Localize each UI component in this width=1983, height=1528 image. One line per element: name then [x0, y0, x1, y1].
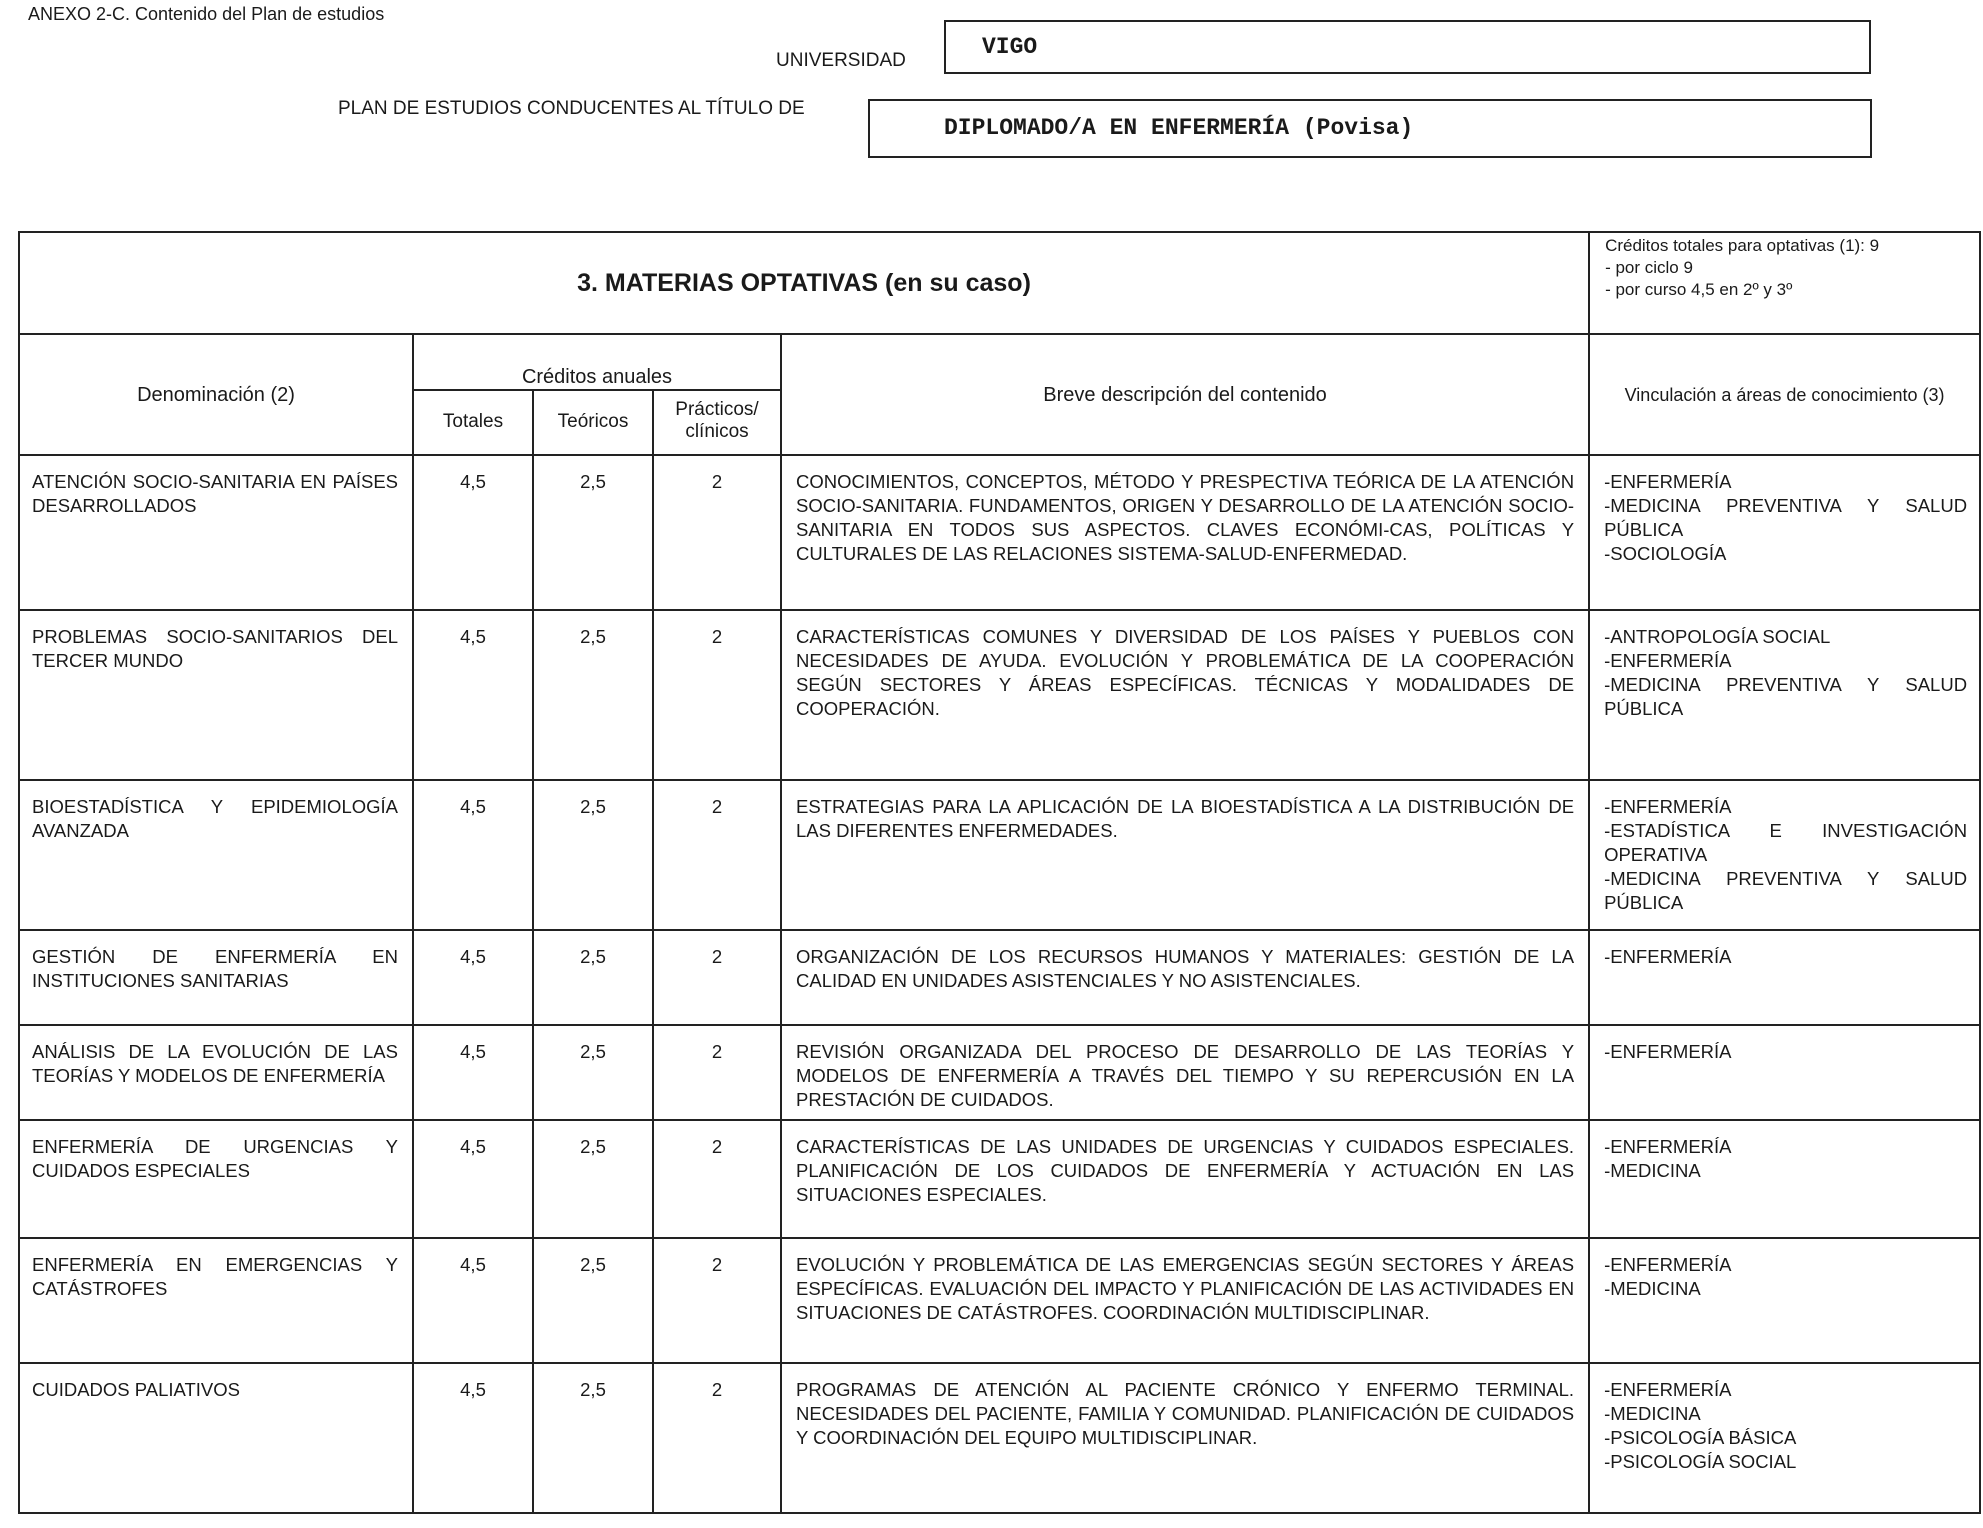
header-descripcion: Breve descripción del contenido: [781, 334, 1589, 455]
header-teoricos: Teóricos: [533, 390, 653, 455]
header-creditos-anuales: Créditos anuales: [413, 334, 781, 390]
knowledge-areas: [1589, 1363, 1980, 1513]
subject-description: CARACTERÍSTICAS DE LAS UNIDADES DE URGENCIAS Y CUIDADOS ESPECIALES. PLANIFICACIÓN DE LOS CUIDADOS DE ENFERMERÍA Y ACTUACIÓN EN LAS SITUACIONES ESPECIALES.: [781, 1120, 1589, 1238]
knowledge-area-item: -ENFERMERÍA: [1604, 1379, 1732, 1400]
knowledge-areas: [1589, 1238, 1980, 1363]
knowledge-area-item: -SOCIOLOGÍA: [1604, 543, 1727, 564]
credits-teoricos: 2,5: [533, 1120, 653, 1238]
knowledge-area-item: -ENFERMERÍA: [1604, 1136, 1732, 1157]
credits-totales: 4,5: [413, 780, 533, 930]
subject-row: [19, 1238, 1980, 1363]
credits-totales: 4,5: [413, 1238, 533, 1363]
knowledge-areas: [1589, 780, 1980, 930]
knowledge-area-item: -ESTADÍSTICA E INVESTIGACIÓN OPERATIVA: [1604, 820, 1968, 865]
knowledge-area-item: -PSICOLOGÍA BÁSICA: [1604, 1427, 1797, 1448]
credits-teoricos: 2,5: [533, 1363, 653, 1513]
header-denominacion: Denominación (2): [19, 334, 413, 455]
subject-row: [19, 1120, 1980, 1238]
subject-name: ENFERMERÍA DE URGENCIAS Y CUIDADOS ESPECIALES: [19, 1120, 413, 1238]
plan-box: [868, 99, 1872, 158]
credits-practicos: 2: [653, 1120, 781, 1238]
credits-totales: 4,5: [413, 610, 533, 780]
header-totales: Totales: [413, 390, 533, 455]
subject-name: GESTIÓN DE ENFERMERÍA EN INSTITUCIONES SANITARIAS: [19, 930, 413, 1025]
knowledge-areas: [1589, 610, 1980, 780]
subject-row: [19, 1363, 1980, 1513]
knowledge-area-item: -ENFERMERÍA: [1604, 1041, 1732, 1062]
knowledge-area-item: -ENFERMERÍA: [1604, 796, 1732, 817]
subject-row: [19, 930, 1980, 1025]
column-header-row: [19, 334, 1980, 390]
optional-subjects-table: [18, 231, 1981, 1514]
credit-totals: [1589, 232, 1980, 334]
knowledge-area-item: -MEDICINA: [1604, 1160, 1701, 1181]
university-value: VIGO: [982, 34, 1038, 60]
subject-description: CARACTERÍSTICAS COMUNES Y DIVERSIDAD DE LOS PAÍSES Y PUEBLOS CON NECESIDADES DE AYUDA. EVOLUCIÓN Y PROBLEMÁTICA DE LA COOPERACIÓN SEGÚN SECTORES Y ÁREAS ESPECÍFICAS. TÉCNICAS Y MODALIDADES DE COOPERACIÓN.: [781, 610, 1589, 780]
subject-description: REVISIÓN ORGANIZADA DEL PROCESO DE DESARROLLO DE LAS TEORÍAS Y MODELOS DE ENFERMERÍA A TRAVÉS DEL TIEMPO Y SU REPERCUSIÓN EN LA PRESTACIÓN DE CUIDADOS.: [781, 1025, 1589, 1120]
credits-teoricos: 2,5: [533, 1238, 653, 1363]
header-practicos: Prácticos/ clínicos: [653, 390, 781, 455]
credits-practicos: 2: [653, 780, 781, 930]
university-label: UNIVERSIDAD: [776, 50, 906, 71]
subject-description: CONOCIMIENTOS, CONCEPTOS, MÉTODO Y PRESPECTIVA TEÓRICA DE LA ATENCIÓN SOCIO-SANITARIA. FUNDAMENTOS, ORIGEN Y DESARROLLO DE LA ATENCIÓN SOCIO-SANITARIA EN TODOS SUS ASPECTOS. CLAVES ECONÓMI-CAS, POLÍTICAS Y CULTURALES DE LAS RELACIONES SISTEMA-SALUD-ENFERMEDAD.: [781, 455, 1589, 610]
subject-description: PROGRAMAS DE ATENCIÓN AL PACIENTE CRÓNICO Y ENFERMO TERMINAL. NECESIDADES DEL PACIENTE, FAMILIA Y COMUNIDAD. PLANIFICACIÓN DE CUIDADOS Y COORDINACIÓN DEL EQUIPO MULTIDISCIPLINAR.: [781, 1363, 1589, 1513]
subject-row: [19, 780, 1980, 930]
header-vinculacion: Vinculación a áreas de conocimiento (3): [1589, 334, 1980, 455]
subject-name: PROBLEMAS SOCIO-SANITARIOS DEL TERCER MUNDO: [19, 610, 413, 780]
credits-practicos: 2: [653, 1025, 781, 1120]
annex-title: ANEXO 2-C. Contenido del Plan de estudios: [28, 4, 385, 24]
subject-name: ENFERMERÍA EN EMERGENCIAS Y CATÁSTROFES: [19, 1238, 413, 1363]
knowledge-areas: [1589, 1025, 1980, 1120]
credits-totales: 4,5: [413, 455, 533, 610]
knowledge-area-item: -PSICOLOGÍA SOCIAL: [1604, 1451, 1797, 1472]
knowledge-areas: [1589, 1120, 1980, 1238]
subject-row: [19, 455, 1980, 610]
credits-teoricos: 2,5: [533, 780, 653, 930]
credit-per-course-line: - por curso 4,5 en 2º y 3º: [1605, 280, 1793, 299]
knowledge-area-item: -ENFERMERÍA: [1604, 650, 1732, 671]
subject-description: ESTRATEGIAS PARA LA APLICACIÓN DE LA BIOESTADÍSTICA A LA DISTRIBUCIÓN DE LAS DIFERENTES ENFERMEDADES.: [781, 780, 1589, 930]
subject-row: [19, 1025, 1980, 1120]
credits-teoricos: 2,5: [533, 1025, 653, 1120]
credit-per-cycle-line: - por ciclo 9: [1605, 258, 1693, 277]
credits-practicos: 2: [653, 455, 781, 610]
credits-totales: 4,5: [413, 1025, 533, 1120]
knowledge-area-item: -MEDICINA PREVENTIVA Y SALUD PÚBLICA: [1604, 868, 1968, 913]
knowledge-area-item: -ANTROPOLOGÍA SOCIAL: [1604, 626, 1831, 647]
section-title-row: [19, 232, 1980, 334]
knowledge-areas: [1589, 930, 1980, 1025]
credits-teoricos: 2,5: [533, 930, 653, 1025]
credits-teoricos: 2,5: [533, 610, 653, 780]
subject-row: [19, 610, 1980, 780]
knowledge-area-item: -MEDICINA PREVENTIVA Y SALUD PÚBLICA: [1604, 495, 1968, 540]
subject-name: ANÁLISIS DE LA EVOLUCIÓN DE LAS TEORÍAS Y MODELOS DE ENFERMERÍA: [19, 1025, 413, 1120]
credits-totales: 4,5: [413, 1363, 533, 1513]
credit-totals-line: Créditos totales para optativas (1): 9: [1605, 236, 1880, 255]
credits-teoricos: 2,5: [533, 455, 653, 610]
knowledge-areas: [1589, 455, 1980, 610]
credits-practicos: 2: [653, 610, 781, 780]
credits-totales: 4,5: [413, 1120, 533, 1238]
knowledge-area-item: -ENFERMERÍA: [1604, 946, 1732, 967]
subject-name: CUIDADOS PALIATIVOS: [19, 1363, 413, 1513]
credits-practicos: 2: [653, 1363, 781, 1513]
credits-totales: 4,5: [413, 930, 533, 1025]
knowledge-area-item: -ENFERMERÍA: [1604, 471, 1732, 492]
credits-practicos: 2: [653, 930, 781, 1025]
knowledge-area-item: -MEDICINA: [1604, 1278, 1701, 1299]
knowledge-area-item: -MEDICINA PREVENTIVA Y SALUD PÚBLICA: [1604, 674, 1968, 719]
subject-description: ORGANIZACIÓN DE LOS RECURSOS HUMANOS Y MATERIALES: GESTIÓN DE LA CALIDAD EN UNIDADES ASISTENCIALES Y NO ASISTENCIALES.: [781, 930, 1589, 1025]
knowledge-area-item: -ENFERMERÍA: [1604, 1254, 1732, 1275]
plan-value: DIPLOMADO/A EN ENFERMERÍA (Povisa): [944, 115, 1414, 141]
subject-name: ATENCIÓN SOCIO-SANITARIA EN PAÍSES DESARROLLADOS: [19, 455, 413, 610]
section-title: 3. MATERIAS OPTATIVAS (en su caso): [19, 232, 1589, 334]
knowledge-area-item: -MEDICINA: [1604, 1403, 1701, 1424]
subject-name: BIOESTADÍSTICA Y EPIDEMIOLOGÍA AVANZADA: [19, 780, 413, 930]
credits-practicos: 2: [653, 1238, 781, 1363]
subject-description: EVOLUCIÓN Y PROBLEMÁTICA DE LAS EMERGENCIAS SEGÚN SECTORES Y ÁREAS ESPECÍFICAS. EVALUACIÓN DEL IMPACTO Y PLANIFICACIÓN DE LAS ACTIVIDADES EN SITUACIONES DE CATÁSTROFES. COORDINACIÓN MULTIDISCIPLINAR.: [781, 1238, 1589, 1363]
university-box: [944, 20, 1871, 74]
plan-label: PLAN DE ESTUDIOS CONDUCENTES AL TÍTULO DE: [338, 98, 805, 119]
